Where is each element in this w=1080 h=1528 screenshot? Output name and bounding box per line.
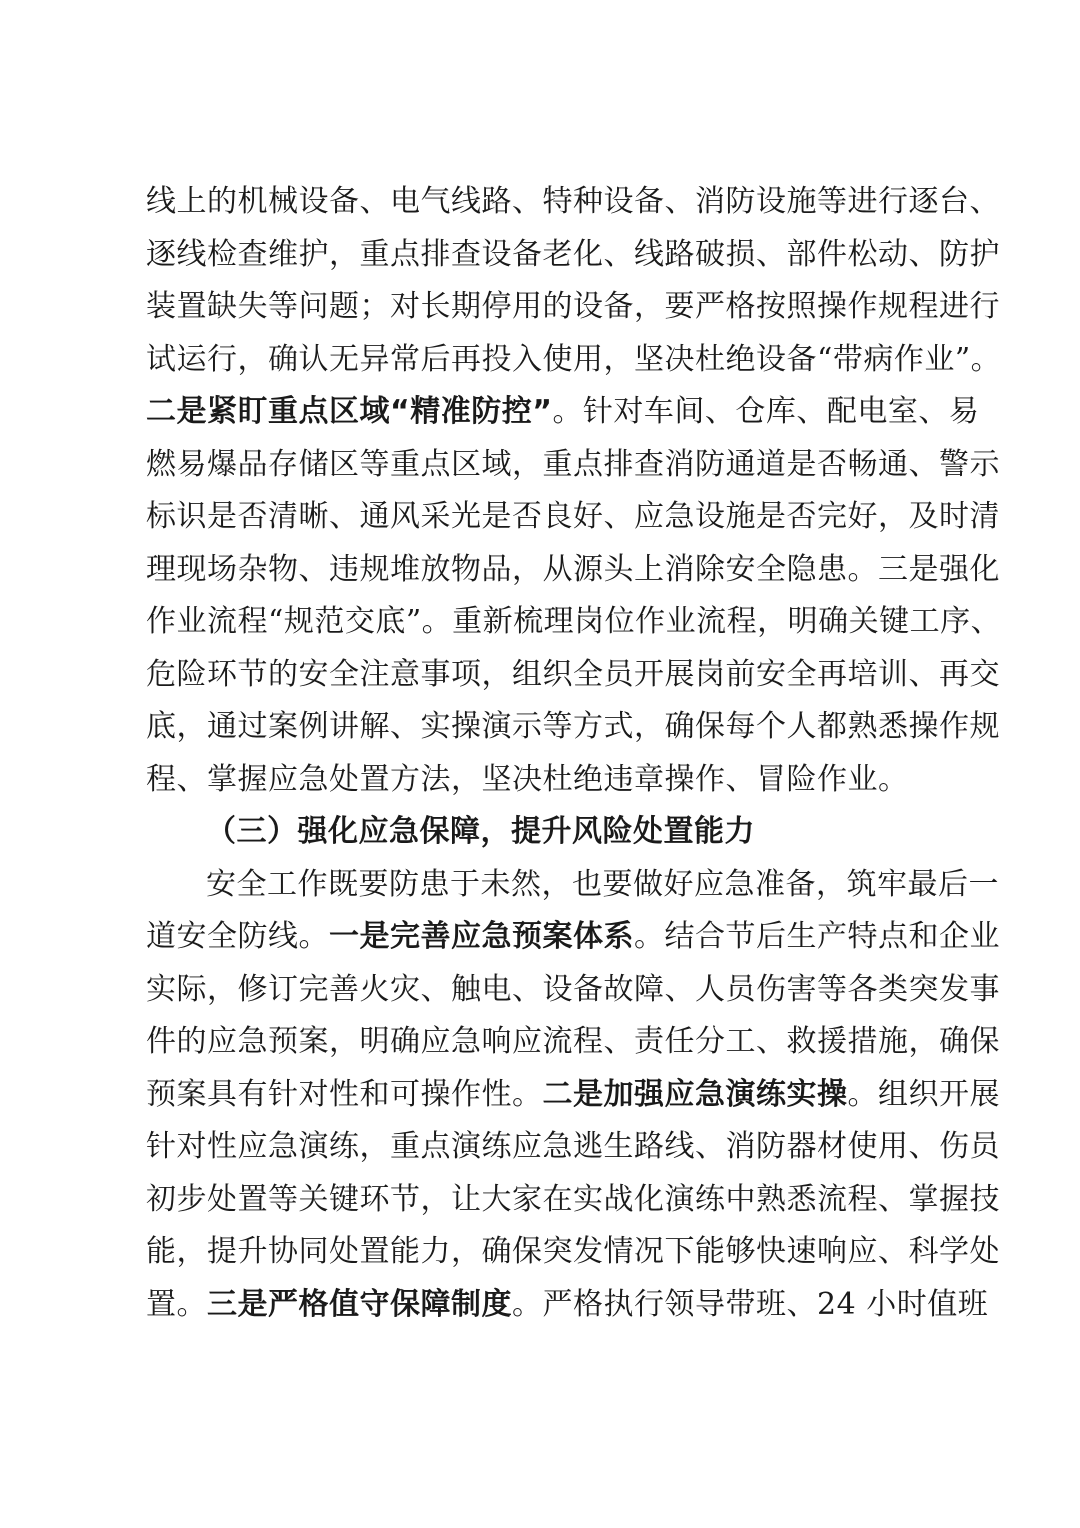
body-text-line — [146, 1069, 1000, 1122]
body-text-line — [146, 491, 1000, 544]
text-run: 线上的机械设备、电气线路、特种设备、消防设施等进行逐台、 — [146, 184, 1000, 219]
section-heading — [146, 806, 946, 859]
body-text-line — [146, 754, 946, 807]
body-text-line — [146, 1016, 1000, 1069]
text-run: 试运行，确认无异常后再投入使用，坚决杜绝设备“带病作业”。 — [146, 341, 1002, 377]
text-run: 作业流程“规范交底”。重新梳理岗位作业流程，明确关键工序、 — [146, 604, 1002, 639]
text-run: 底，通过案例讲解、实操演示等方式，确保每个人都熟悉操作规 — [146, 709, 1000, 744]
text-run: 初步处置等关键环节，让大家在实战化演练中熟悉流程、掌握技 — [146, 1181, 1000, 1217]
text-run: 危险环节的安全注意事项，组织全员开展岗前安全再培训、再交 — [146, 656, 1000, 692]
text-run: 标识是否清晰、通风采光是否良好、应急设施是否完好，及时清 — [146, 499, 1000, 534]
text-run: 能，提升协同处置能力，确保突发情况下能够快速响应、科学处 — [146, 1234, 1000, 1269]
bold-phrase: 一是完善应急预案体系 — [329, 919, 634, 954]
body-text-line — [146, 1279, 989, 1332]
body-text-line — [146, 386, 980, 439]
bold-phrase: 二是紧盯重点区域“精准防控” — [146, 394, 553, 429]
text-run: 逐线检查维护，重点排查设备老化、线路破损、部件松动、防护 — [146, 236, 1000, 272]
body-text-line — [146, 649, 1000, 702]
body-text-line — [146, 911, 1000, 964]
text-run: 程、掌握应急处置方法，坚决杜绝违章操作、冒险作业。 — [146, 761, 909, 797]
body-text-line — [146, 1121, 1000, 1174]
body-text-line — [146, 596, 1002, 649]
body-text-line — [146, 544, 1000, 597]
text-run: 装置缺失等问题；对长期停用的设备，要严格按照操作规程进行 — [146, 289, 1000, 324]
text-run: 。针对车间、仓库、配电室、易 — [552, 394, 980, 429]
body-text-line — [146, 701, 1000, 754]
text-run: 针对性应急演练，重点演练应急逃生路线、消防器材使用、伤员 — [146, 1129, 1000, 1164]
text-run: 置。 — [146, 1286, 207, 1322]
body-text-line — [146, 1174, 1000, 1227]
text-run: 道安全防线。 — [146, 919, 329, 954]
text-run: 。结合节后生产特点和企业 — [634, 919, 1000, 954]
text-run: 。严格执行领导带班、24 小时值班 — [512, 1286, 989, 1322]
body-text-line — [146, 176, 1000, 229]
bold-phrase: 三是严格值守保障制度 — [207, 1286, 512, 1322]
body-text-line — [146, 859, 999, 912]
body-text-line — [146, 1226, 1000, 1279]
body-text-line — [146, 964, 1000, 1017]
text-run: （三）强化应急保障，提升风险处置能力 — [206, 814, 755, 849]
text-run: 安全工作既要防患于未然，也要做好应急准备，筑牢最后一 — [206, 866, 999, 902]
text-run: 实际，修订完善火灾、触电、设备故障、人员伤害等各类突发事 — [146, 971, 1000, 1007]
body-text-line — [146, 439, 1000, 492]
bold-phrase: 二是加强应急演练实操 — [542, 1076, 848, 1112]
document-page — [146, 176, 1002, 1331]
body-text-line — [146, 281, 1000, 334]
text-run: 。组织开展 — [847, 1076, 1000, 1112]
text-run: 件的应急预案，明确应急响应流程、责任分工、救援措施，确保 — [146, 1024, 1000, 1059]
text-run: 燃易爆品存储区等重点区域，重点排查消防通道是否畅通、警示 — [146, 446, 1000, 482]
body-text-line — [146, 229, 1000, 282]
text-run: 理现场杂物、违规堆放物品，从源头上消除安全隐患。三是强化 — [146, 551, 1000, 587]
text-run: 预案具有针对性和可操作性。 — [146, 1076, 543, 1112]
body-text-line — [146, 334, 1002, 387]
